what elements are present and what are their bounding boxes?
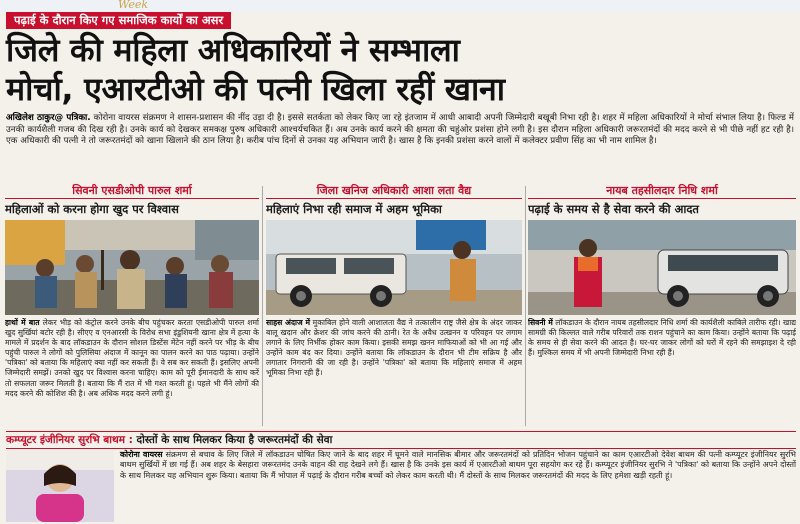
caption-lead: सिवनी में	[528, 318, 553, 327]
jeep-photo-graphic	[266, 220, 522, 315]
bottom-text-body: संक्रमण से बचाव के लिए जिले में लॉकडाउन घोषित किए जाने के बाद शहर में घूमने वाले मानसिक बीमार और जरूरतमंदों को प्रतिदिन भोजन पहुंचाने का काम एआरटीओ देवेश बाथम की पत्नी कम्प्यूटर इंजीनियर सुरभि बाथम सुर्खियों में छा गई हैं। अब शहर के बेसहारा जरूरतमंद उनके वाहन की राह देखने लगे हैं। खास है कि उनके इस कार्य में एआरटीओ बाथम पूरा सहयोग कर रहे हैं। कम्प्यूटर इंजीनियर सुरभि ने 'पत्रिका' को बताया कि उन्होंने अपने दोस्तों के साथ मिलकर यह अभियान शुरू किया। बताया कि मैं भोपाल में पढ़ाई के दौरान गरीब बच्चों को लेकर काम करती थी। मैं दोस्तों के साथ मिलकर जरूरतमंदों की मदद के लिए हमेशा खड़ी रहती हूं।	[120, 450, 796, 480]
story-caption	[266, 318, 522, 379]
top-strip	[0, 0, 800, 12]
crowd-photo-graphic	[5, 220, 259, 315]
masthead: Week	[118, 0, 149, 11]
bottom-story-title	[6, 431, 796, 449]
story-caption	[5, 318, 259, 399]
bottom-title-prefix: कम्प्यूटर इंजीनियर सुरभि बाथम :	[6, 434, 133, 446]
story-title: जिला खनिज अधिकारी आशा लता वैद्य	[266, 183, 522, 199]
bottom-title-main: दोस्तों के साथ मिलकर किया है जरूरतमंदों की सेवा	[136, 434, 333, 446]
story-tehsildar	[528, 183, 796, 426]
story-subtitle: पढ़ाई के समय से है सेवा करने की आदत	[528, 202, 699, 216]
kicker-banner: पढ़ाई के दौरान किए गए समाजिक कार्यों का असर	[6, 12, 231, 29]
photo-crowd-control	[5, 220, 259, 315]
caption-text: लेकर भीड़ को कंट्रोल करने उनके बीच पहुंचकर करता एसडीओपी पारुल शर्मा खुद सुर्खियां बटोर रही है। सीएए व एनआरसी के विरोध सभा इंडुशियनी खाना क्षेत्र में हत्या के मामले में प्रदर्शन के बाद लॉकडाउन के दौरान सोशल डिस्टेंस मेंटेन नहीं करने पर भीड़ के बीच पहुंची पारुल ने लोगों को पुलिसिया अंदाज में कानून का पालन करने का पाठ पढ़ाया। उन्होंने 'पत्रिका' को बताया कि महिलाएं क्या नहीं कर सकती हैं। वे सब कर सकती हैं। इसलिए अपनी जिम्मेदारी समझें। उनको खुद पर विश्वास करना चाहिए। काम को पूरी ईमानदारी के साथ करें तो सफलता जरूर मिलती है। बताया कि मैं रात में भी गश्त करती हूं। पहले भी मैंने लोगों की मदद करने की कोशिश की है। अब अधिक मदद करने लगी हूं।	[5, 318, 259, 398]
lead-paragraph	[6, 113, 794, 148]
story-title: नायब तहसीलदार निधि शर्मा	[528, 183, 796, 199]
story-subtitle: महिलाओं को करना होगा खुद पर विश्वास	[5, 202, 179, 216]
column-divider	[525, 186, 526, 426]
caption-lead: हाथों में बात	[5, 318, 40, 327]
photo-tehsildar-car	[528, 220, 796, 315]
lead-text: कोरोना वायरस संक्रमण ने शासन-प्रशासन की नींद उड़ा दी है। इससे सतर्कता को लेकर किए जा रहे इंतजाम में आधी आबादी अपनी जिम्मेदारी बखूबी निभा रही है। शहर में महिला अधिकारियों ने मोर्चा संभाल लिया है। फिल्ड में उनकी कार्यशैली गजब की दिख रही है। उनके कार्य को देखकर समकक्ष पुरुष अधिकारी आश्चर्यचकित हैं। अब उनके कार्य करने की क्षमता की चहुंओर प्रशंसा होने लगी है। इस दौरान महिला अधिकारी जरूरतमंदों की मदद करने से भी पीछे नहीं हट रही है। एक अधिकारी की पत्नी ने तो जरूरतमंदों को खाना खिलाने की ठान लिया है। करीब पांच दिनों से उनका यह अभियान जारी है। खास है कि इनकी प्रशंसा करने वालों में कलेक्टर प्रवीण सिंह का भी नाम शामिल है।	[6, 113, 795, 147]
photo-jeep-officer	[266, 220, 522, 315]
bottom-story-text	[120, 450, 796, 481]
lead-byline: अखिलेश ठाकुर@ पत्रिका.	[6, 113, 91, 123]
bottom-text-lead: कोरोना वायरस	[120, 450, 163, 459]
story-subtitle: महिलाएं निभा रही समाज में अहम भूमिका	[266, 202, 442, 216]
story-surbhi-batham	[0, 431, 800, 524]
car-photo-graphic	[528, 220, 796, 315]
caption-text: मुकाबिल होने वाली आशालता वैद्य ने तत्कालीन राष्ट्र जैसे क्षेत्र के अंदर जाकर बालू खदान और क्रेशर की जांच करने की ठानी। रेत के अवैध उत्खनन व परिवहन पर लगाम लगाने के लिए निर्भीक होकर काम किया। इसकी समझ खनन माफियाओं को भी आ गई और उन्होंने काम बंद कर दिया। उन्होंने बताया कि लॉकडाउन के दौरान भी टीम सक्रिय है और लगातार निगरानी की जा रही है। उन्होंने 'पत्रिका' को बताया कि महिलाएं समाज में अहम भूमिका निभा रही हैं।	[266, 318, 522, 378]
portrait-graphic	[6, 450, 114, 522]
headline-line-2: मोर्चा, एआरटीओ की पत्नी खिला रहीं खाना	[6, 70, 505, 108]
story-sdop	[5, 183, 259, 426]
story-caption	[528, 318, 796, 358]
photo-surbhi	[6, 450, 114, 522]
caption-lead: साहस अंदाज में	[266, 318, 310, 327]
story-title: सिवनी एसडीओपी पारुल शर्मा	[5, 183, 259, 199]
headline	[6, 31, 796, 109]
caption-text: लॉकडाउन के दौरान नायब तहसीलदार निधि शर्मा की कार्यशैली काबिले तारीफ रही। खाद्य सामग्री की किल्लत वाले गरीब परिवारों तक राशन पहुंचाने का काम किया। उन्होंने बताया कि पढ़ाई के समय से ही सेवा करने की आदत है। घर-घर जाकर लोगों को घरों में रहने की समझाइश दे रही हैं। मुश्किल समय में भी अपनी जिम्मेदारी निभा रही हैं।	[528, 318, 796, 358]
headline-line-1: जिले की महिला अधिकारियों ने सम्भाला	[6, 31, 460, 69]
story-mining-officer	[266, 183, 522, 426]
column-divider	[262, 186, 263, 426]
